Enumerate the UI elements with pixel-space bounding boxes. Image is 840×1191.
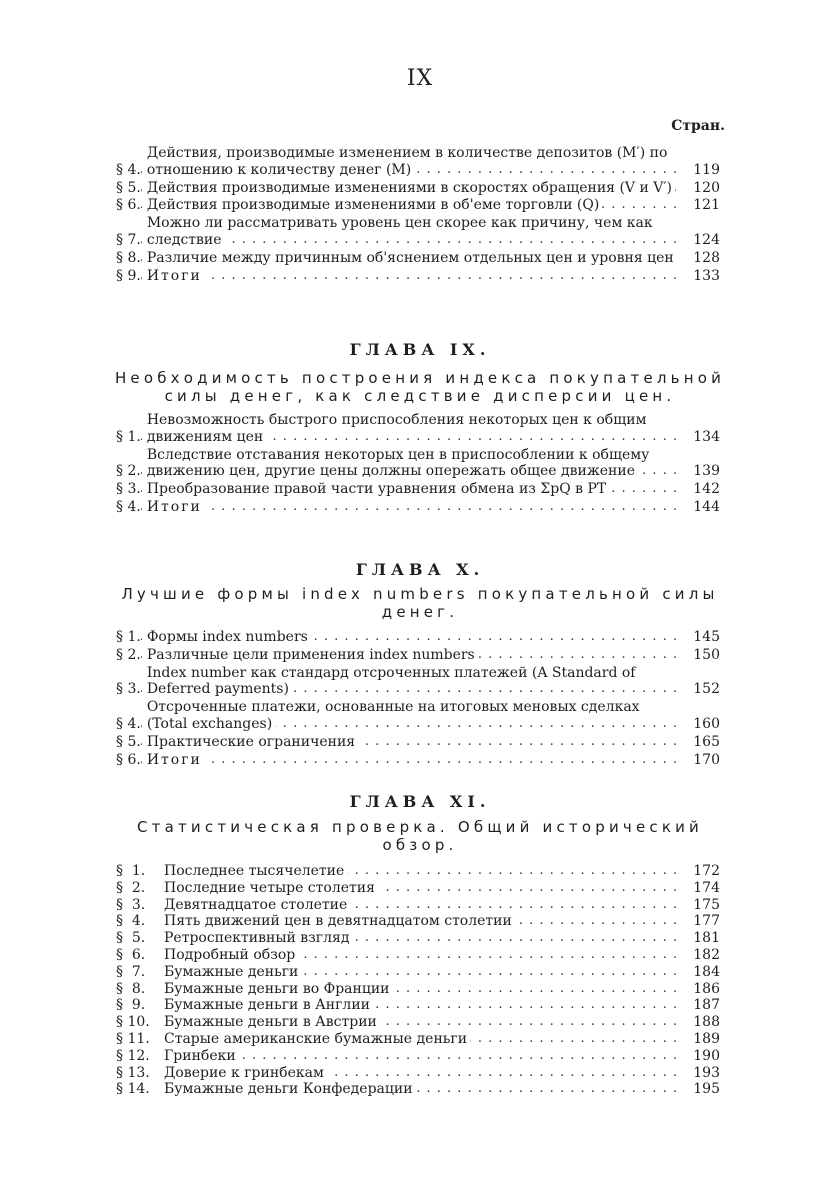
section-page: 187 <box>693 997 720 1014</box>
section-page: 177 <box>693 913 720 930</box>
section-title: Пять движений цен в девятнадцатом столетии <box>164 913 515 929</box>
section-title: Бумажные деньги <box>164 964 301 980</box>
chapter-heading: ГЛАВА IX. <box>349 340 491 359</box>
toc-entry <box>116 1048 720 1065</box>
section-title: Index number как стандард отсроченных платежей (A Standard of Deferred payments) <box>146 664 636 698</box>
section-title: Действия производимые изменениями в скоростях обращения (V и V′) <box>147 180 675 196</box>
toc-entry <box>116 947 720 964</box>
toc-entry <box>116 1065 720 1082</box>
section-title: Отсроченные платежи, основанные на итоговых меновых сделках (Total exchanges) <box>146 699 640 732</box>
toc-chapter9 <box>116 412 720 516</box>
section-number: § 13. <box>116 1064 150 1081</box>
toc-entry <box>116 734 720 751</box>
section-title: Бумажные деньги в Англии <box>164 997 373 1013</box>
section-title: Преобразование правой части уравнения обмена из ΣpQ в PT <box>147 481 609 497</box>
section-page: 193 <box>693 1064 720 1081</box>
section-number: § 5. <box>116 179 141 196</box>
section-page: 188 <box>693 1014 720 1031</box>
section-number: § 2. <box>116 463 141 480</box>
toc-entry <box>116 180 720 197</box>
section-page: 144 <box>693 498 720 515</box>
section-number: § 6. <box>116 751 141 768</box>
section-title: Формы index numbers <box>147 629 311 645</box>
toc-entry <box>116 629 720 646</box>
section-number: § 3. <box>116 681 141 698</box>
toc-entry <box>116 1081 720 1098</box>
section-page: 186 <box>693 980 720 997</box>
section-page: 190 <box>693 1047 720 1064</box>
section-number: § 6. <box>116 197 141 214</box>
toc-entry <box>116 412 720 446</box>
section-page: 142 <box>693 481 720 498</box>
section-number: § 6. <box>116 946 146 963</box>
toc-entry <box>116 752 720 769</box>
section-title: Бумажные деньги в Австрии <box>164 1014 380 1030</box>
section-title: Различие между причинным об'яснением отдельных цен и уровня цен <box>147 250 677 266</box>
section-page: 121 <box>693 197 720 214</box>
section-number: § 5. <box>116 930 146 947</box>
chapter-heading: ГЛАВА X. <box>355 560 485 579</box>
toc-chapter8-tail <box>116 145 720 284</box>
section-title: Итоги <box>147 268 205 284</box>
section-page: 119 <box>693 161 720 178</box>
section-title: Девятнадцатое столетие <box>164 897 350 913</box>
page-number: IX <box>406 66 434 91</box>
section-number: § 3. <box>116 896 146 913</box>
toc-entry <box>116 997 720 1014</box>
section-page: 133 <box>693 267 720 284</box>
section-title: Доверие к гринбекам <box>164 1065 327 1081</box>
section-page: 120 <box>693 179 720 196</box>
toc-entry <box>116 665 720 699</box>
section-title: Ретроспективный взгляд <box>164 930 352 946</box>
section-title: Итоги <box>147 499 205 515</box>
section-page: 160 <box>693 715 720 732</box>
section-number: § 1. <box>116 863 146 879</box>
toc-entry <box>116 250 720 267</box>
toc-entry <box>116 145 720 179</box>
section-number: § 8. <box>116 980 146 997</box>
section-page: 128 <box>693 249 720 266</box>
toc-entry <box>116 699 720 733</box>
section-page: 182 <box>693 946 720 963</box>
toc-entry <box>116 930 720 947</box>
section-title: Бумажные деньги во Франции <box>164 981 393 997</box>
toc-entry <box>116 1014 720 1031</box>
section-title: Различные цели применения index numbers <box>147 647 478 663</box>
section-number: § 9. <box>116 267 141 284</box>
toc-entry <box>116 215 720 249</box>
section-page: 189 <box>693 1030 720 1047</box>
section-title: Бумажные деньги Конфедерации <box>164 1081 416 1097</box>
section-page: 150 <box>693 646 720 663</box>
section-number: § 3. <box>116 481 141 498</box>
toc-entry <box>116 647 720 664</box>
section-number: § 7. <box>116 963 146 980</box>
section-number: § 7. <box>116 231 141 248</box>
section-page: 174 <box>693 879 720 896</box>
section-title: Последние четыре столетия <box>164 880 378 896</box>
toc-chapter11 <box>116 863 720 1098</box>
page-column-label: Стран. <box>671 118 725 134</box>
section-number: § 10. <box>116 1014 150 1031</box>
toc-entry <box>116 499 720 516</box>
section-number: § 4. <box>116 715 141 732</box>
section-title: Последнее тысячелетие <box>164 863 347 879</box>
section-number: § 9. <box>116 997 146 1014</box>
section-title: Невозможность быстрого приспособления некоторых цен к общим движениям цен <box>146 412 647 445</box>
section-number: § 5. <box>116 733 141 750</box>
section-title: Вследствие отставания некоторых цен в приспособлении к общему движению цен, другие цены должны опережать общее движение <box>146 446 650 480</box>
section-page: 152 <box>693 681 720 698</box>
section-title: Гринбеки <box>164 1048 239 1064</box>
section-page: 181 <box>693 930 720 947</box>
section-page: 172 <box>693 863 720 879</box>
section-number: § 1. <box>116 428 141 445</box>
section-page: 134 <box>693 428 720 445</box>
toc-entry <box>116 964 720 981</box>
section-page: 145 <box>693 629 720 645</box>
section-title: Итоги <box>147 752 205 768</box>
section-number: § 1. <box>116 629 141 645</box>
section-title: Действия, производимые изменением в количестве депозитов (M′) по отношению к количеству денег (M) <box>146 145 668 178</box>
section-page: 175 <box>693 896 720 913</box>
toc-entry <box>116 481 720 498</box>
section-title: Можно ли рассматривать уровень цен скорее как причину, чем как следствие <box>146 215 653 248</box>
section-number: § 4. <box>116 161 141 178</box>
section-number: § 8. <box>116 249 141 266</box>
section-number: § 2. <box>116 879 146 896</box>
section-number: § 14. <box>116 1081 150 1098</box>
section-page: 184 <box>693 963 720 980</box>
section-number: § 4. <box>116 498 141 515</box>
chapter-subtitle: Лучшие формы index numbers покупательной силы денег. <box>121 585 719 621</box>
toc-entry <box>116 268 720 285</box>
chapter-subtitle: Необходимость построения индекса покупательной силы денег, как следствие дисперсии цен. <box>114 369 726 405</box>
chapter-heading: ГЛАВА XI. <box>349 792 491 811</box>
section-number: § 12. <box>116 1047 150 1064</box>
toc-entry <box>116 197 720 214</box>
toc-entry <box>116 863 720 880</box>
toc-entry <box>116 981 720 998</box>
section-title: Старые американские бумажные деньги <box>164 1031 470 1047</box>
section-number: § 11. <box>116 1030 150 1047</box>
toc-entry <box>116 913 720 930</box>
section-number: § 2. <box>116 646 141 663</box>
section-title: Действия производимые изменениями в об'еме торговли (Q) <box>147 197 603 213</box>
section-page: 124 <box>693 231 720 248</box>
section-number: § 4. <box>116 913 146 930</box>
section-title: Подробный обзор <box>164 947 298 963</box>
section-page: 165 <box>693 733 720 750</box>
section-page: 170 <box>693 751 720 768</box>
section-page: 195 <box>693 1081 720 1098</box>
section-title: Практические ограничения <box>147 734 358 750</box>
toc-entry <box>116 447 720 481</box>
toc-entry <box>116 897 720 914</box>
section-page: 139 <box>693 463 720 480</box>
chapter-subtitle: Статистическая проверка. Общий исторический обзор. <box>136 818 703 854</box>
toc-chapter10 <box>116 629 720 768</box>
toc-entry <box>116 880 720 897</box>
toc-entry <box>116 1031 720 1048</box>
